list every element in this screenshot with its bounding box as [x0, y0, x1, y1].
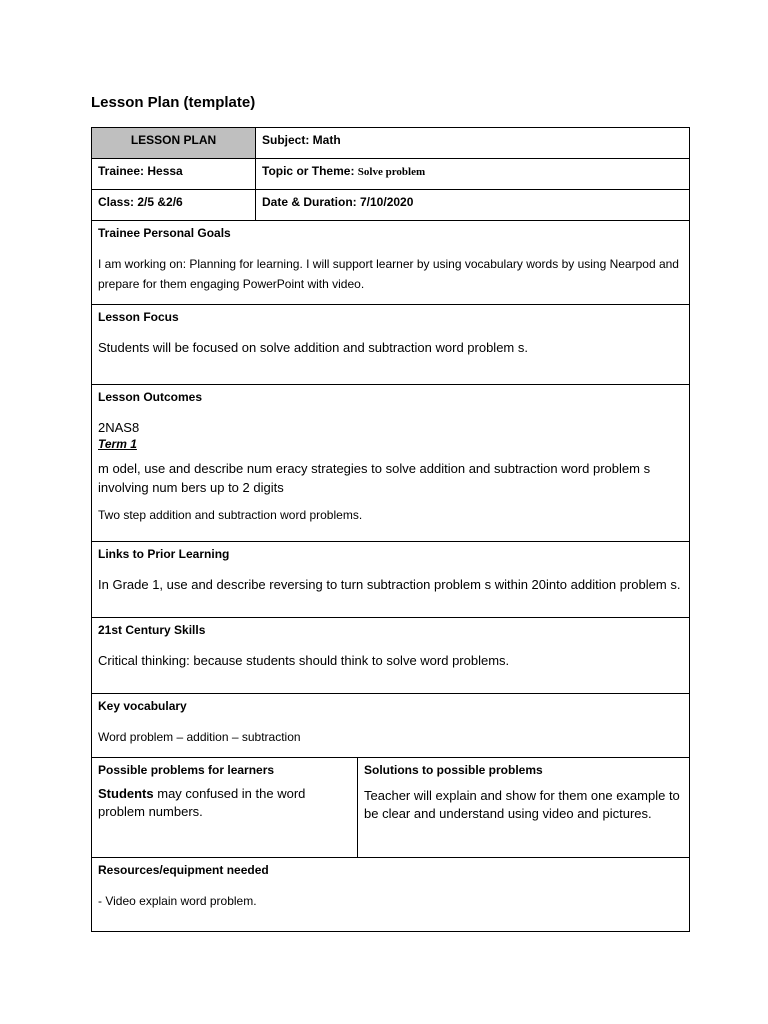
topic-value: Solve problem: [357, 166, 426, 178]
key-vocabulary-heading: Key vocabulary: [98, 699, 187, 713]
document-title: Lesson Plan (template): [91, 94, 256, 111]
problems-text: may confused in the word problem numbers.: [98, 786, 306, 819]
prior-learning-heading: Links to Prior Learning: [98, 547, 230, 561]
solutions-section: [358, 758, 690, 858]
century-skills-heading: 21st Century Skills: [98, 623, 206, 637]
personal-goals-text: I am working on: Planning for learning. I will support learner by using vocabulary words by using Nearpod and prepare for them engaging PowerPoint with video.: [98, 257, 679, 291]
problems-heading: Possible problems for learners: [98, 763, 275, 777]
personal-goals-section: [92, 221, 690, 305]
lesson-focus-section: [92, 305, 690, 385]
resources-text: - Video explain word problem.: [98, 894, 257, 908]
class-text: Class: 2/5 &2/6: [98, 195, 183, 209]
key-vocabulary-section: [92, 694, 690, 758]
lesson-outcomes-heading: Lesson Outcomes: [98, 390, 203, 404]
topic-label: Topic or Theme:: [262, 164, 358, 178]
outcome-code: 2NAS8: [98, 420, 140, 435]
trainee-text: Trainee: Hessa: [98, 164, 183, 178]
prior-learning-section: [92, 542, 690, 618]
resources-heading: Resources/equipment needed: [98, 863, 269, 877]
class-cell: [92, 190, 256, 221]
subject-text: Subject: Math: [262, 133, 341, 147]
century-skills-text: Critical thinking: because students should think to solve word problems.: [98, 653, 510, 668]
lesson-focus-heading: Lesson Focus: [98, 310, 179, 324]
subject-cell: [256, 128, 690, 159]
personal-goals-heading: Trainee Personal Goals: [98, 226, 231, 240]
outcome-extra: Two step addition and subtraction word problems.: [98, 508, 363, 522]
resources-section: [92, 858, 690, 932]
century-skills-section: [92, 618, 690, 694]
lesson-focus-text: Students will be focused on solve addition and subtraction word problem s.: [98, 340, 528, 355]
lesson-plan-label: LESSON PLAN: [130, 133, 217, 147]
lesson-plan-table: [91, 127, 690, 932]
key-vocabulary-text: Word problem – addition – subtraction: [98, 730, 301, 744]
outcome-text: m odel, use and describe num eracy strategies to solve addition and subtraction word problem s involving num bers up to 2 digits: [98, 461, 651, 495]
lesson-plan-header-cell: [92, 128, 256, 159]
lesson-outcomes-section: [92, 385, 690, 542]
date-duration-text: Date & Duration: 7/10/2020: [262, 195, 414, 209]
outcome-term: Term 1: [98, 437, 137, 451]
topic-cell: [256, 159, 690, 190]
trainee-cell: [92, 159, 256, 190]
solutions-heading: Solutions to possible problems: [364, 763, 543, 777]
prior-learning-text: In Grade 1, use and describe reversing to turn subtraction problem s within 20into addition problem s.: [98, 577, 681, 592]
problems-section: [92, 758, 358, 858]
problems-lead: Students: [98, 786, 154, 801]
solutions-text: Teacher will explain and show for them one example to be clear and understand using video and pictures.: [364, 788, 680, 821]
date-duration-cell: [256, 190, 690, 221]
